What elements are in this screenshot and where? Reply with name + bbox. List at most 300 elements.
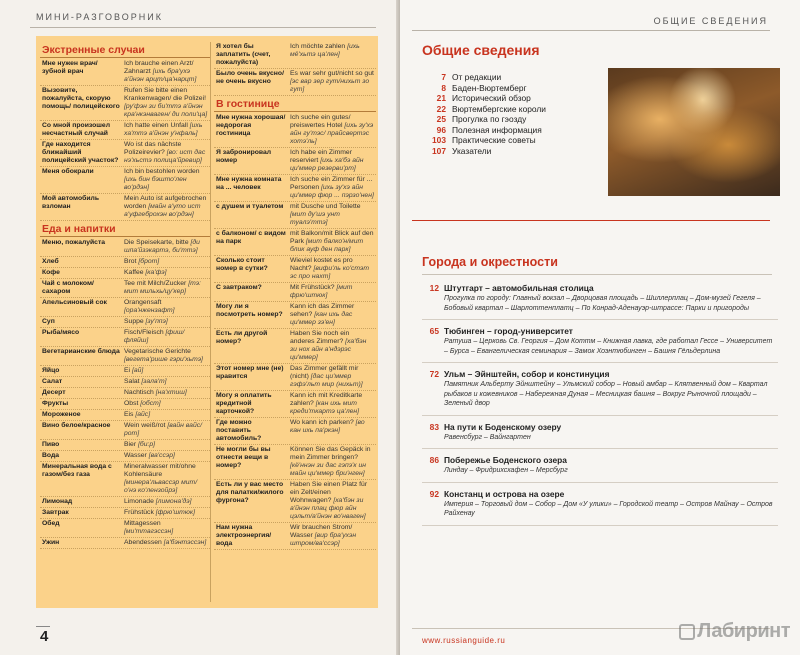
- phrase-russian: Этот номер мне (не) нравится: [216, 365, 284, 380]
- city-entry[interactable]: [422, 452, 778, 483]
- phrase-transcription: [ха'бэн зи нох айн а'ндэрэс ци'ммер]: [290, 338, 367, 361]
- phrase-row: [40, 497, 210, 508]
- phrase-german: [122, 140, 210, 166]
- phrase-german-text: Salat: [124, 378, 140, 385]
- phrase-german-text: Die Speisekarte, bitte: [124, 239, 189, 246]
- phrase-russian: Было очень вкусно/не очень вкусно: [216, 70, 284, 85]
- phrase-german: [122, 399, 210, 409]
- phrase-russian: Хлеб: [42, 258, 59, 265]
- city-places: Империя – Торговый дом – Собор – Дом «У улики» – Городской театр – Остров Майнау – Остров Райхенау: [444, 500, 773, 517]
- toc-list: [422, 72, 607, 156]
- phrase-russian: Пиво: [42, 441, 60, 448]
- phrase-transcription: [а'бэнтэссэн]: [163, 539, 207, 546]
- city-places: Ратуша – Церковь Св. Георгия – Дом Коттм – Книжная лавка, где работал Гессе – Университет – Бурса – Евангелическая семинария – Замок Хоэнтюбинген – Башня Гёльдерлина: [444, 338, 773, 355]
- phrase-german: [288, 480, 376, 522]
- phrase-german: [288, 283, 376, 301]
- phrase-german: [122, 279, 210, 297]
- cities-rule: [422, 274, 772, 275]
- city-entry[interactable]: [422, 366, 778, 416]
- phrase-transcription: [зала'т]: [141, 378, 167, 385]
- phrase-russian: Яйцо: [42, 367, 60, 374]
- phrase-transcription: [ди шпа'йзэкартэ, би'ттэ]: [124, 239, 200, 254]
- city-body: [444, 326, 778, 356]
- phrase-transcription: [би:р]: [137, 441, 156, 448]
- running-head-left: МИНИ-РАЗГОВОРНИК: [36, 12, 163, 22]
- phrase-row: [214, 148, 376, 175]
- cities-list: [422, 280, 778, 529]
- phrase-row: [40, 59, 210, 86]
- phrase-transcription: [на'хтиш]: [155, 389, 187, 396]
- phrase-row: [214, 418, 376, 445]
- city-body: [444, 283, 778, 313]
- phrase-row: [40, 268, 210, 279]
- phrase-russian: Чай с молоком/ сахаром: [42, 280, 94, 295]
- phrase-german: [288, 113, 376, 147]
- phrase-german: [122, 167, 210, 193]
- phrase-german-text: Wir brauchen Strom/ Wasser: [290, 524, 353, 539]
- phrase-transcription: [брот]: [138, 258, 160, 265]
- phrase-german-text: Obst: [124, 400, 139, 407]
- phrase-german: [122, 508, 210, 518]
- phrase-transcription: [зу'ппэ]: [145, 318, 168, 325]
- phrase-german-text: Wo ist das nächste Polizeirevier?: [124, 141, 182, 156]
- phrase-german: [122, 268, 210, 278]
- phrase-russian: Где можно поставить автомобиль?: [216, 419, 262, 442]
- phrase-german-text: Haben Sie einen Platz für ein Zelt/einen Wohnwagen?: [290, 481, 368, 504]
- phrase-transcription: [ай]: [131, 367, 144, 374]
- phrase-transcription: [фрю'штюк]: [155, 509, 196, 516]
- phrase-german-text: Wo kann ich parken?: [290, 419, 354, 426]
- footer-rule: [36, 626, 50, 627]
- phrase-row: [214, 69, 376, 96]
- phrase-german-text: Frühstück: [124, 509, 154, 516]
- phrase-row: [40, 421, 210, 440]
- phrase-row: [40, 410, 210, 421]
- city-title: Констанц и острова на озере: [444, 488, 565, 499]
- phrase-row: [40, 388, 210, 399]
- phrase-german-text: Wein weiß/rot: [124, 422, 166, 429]
- toc-label: Указатели: [452, 145, 492, 156]
- watermark-text: Лабиринт: [697, 620, 790, 642]
- phrase-row: [40, 462, 210, 497]
- phrase-russian: Обед: [42, 520, 60, 527]
- phrasebook-column-b: [214, 42, 376, 550]
- phrase-german-text: Limonade: [124, 498, 154, 505]
- right-page: [400, 0, 800, 655]
- phrase-german: [122, 377, 210, 387]
- phrase-german-text: Nachtisch: [124, 389, 154, 396]
- phrase-row: [40, 328, 210, 347]
- phrase-row: [40, 538, 210, 549]
- toc-page-number: 107: [432, 145, 446, 156]
- phrase-russian: Меня обокрали: [42, 168, 94, 175]
- phrasebook-box: [36, 36, 378, 608]
- toc-item[interactable]: [422, 135, 607, 146]
- phrase-german: [288, 391, 376, 417]
- phrase-german-text: Wieviel kostet es pro Nacht?: [290, 257, 353, 272]
- website-link[interactable]: www.russianguide.ru: [422, 636, 506, 645]
- phrase-row: [214, 283, 376, 302]
- phrase-german: [122, 238, 210, 256]
- column-divider: [210, 42, 211, 602]
- phrase-german-text: Ich möchte zahlen: [290, 43, 346, 50]
- phrase-transcription: [вегета'рише гэри'хьтэ]: [124, 356, 203, 363]
- phrase-row: [214, 302, 376, 329]
- phrase-german: [288, 148, 376, 174]
- phrase-german-text: Fisch/Fleisch: [124, 329, 164, 336]
- header-rule: [412, 30, 770, 31]
- phrase-russian: Завтрак: [42, 509, 69, 516]
- phrase-german: [288, 229, 376, 255]
- phrase-transcription: [майн а'уто ист а'уфгеброхэн во'рдэн]: [124, 203, 201, 218]
- phrase-row: [214, 113, 376, 148]
- phrase-russian: Мне нужна комната на ... человек: [216, 176, 282, 191]
- city-title: Штутгарт – автомобильная столица: [444, 283, 594, 293]
- phrase-german: [288, 202, 376, 228]
- phrase-russian: Не могли бы вы отнести вещи в номер?: [216, 446, 271, 469]
- phrase-russian: Мне нужна хорошая/ недорогая гостиница: [216, 114, 286, 137]
- phrase-german-text: Suppe: [124, 318, 144, 325]
- phrase-transcription: [кан ихь мит креди'ткартэ ца'лен]: [290, 400, 360, 415]
- phrase-row: [40, 194, 210, 221]
- phrase-transcription: [ка'фэ]: [145, 269, 167, 276]
- phrase-german: [122, 257, 210, 267]
- phrase-row: [214, 175, 376, 202]
- phrase-russian: Я хотел бы заплатить (счет, пожалуйста): [216, 43, 271, 66]
- phrase-german: [122, 347, 210, 365]
- phrase-german: [122, 121, 210, 139]
- city-page-number: 92: [429, 488, 439, 499]
- toc-item[interactable]: [422, 146, 607, 157]
- toc-item[interactable]: [422, 72, 607, 83]
- city-title: Тюбинген – город-университет: [444, 326, 573, 336]
- phrase-german: [122, 328, 210, 346]
- phrase-russian: Меню, пожалуйста: [42, 239, 106, 246]
- toc-label: Практические советы: [452, 135, 536, 145]
- watermark: [679, 620, 790, 643]
- phrase-german: [288, 302, 376, 328]
- phrase-russian: Со мной произошел несчастный случай: [42, 122, 111, 137]
- phrase-russian: Нам нужна электроэнергия/ вода: [216, 524, 272, 547]
- city-page-number: 83: [429, 421, 439, 432]
- phrase-german: [122, 462, 210, 496]
- phrase-row: [214, 42, 376, 69]
- phrase-transcription: [ихь ха'бэ айн ци'ммер резерви'рт]: [290, 157, 364, 172]
- phrase-german-text: Ich hatte einen Unfall: [124, 122, 188, 129]
- phrase-german-text: Orangensaft: [124, 299, 162, 306]
- phrase-german: [288, 42, 376, 68]
- city-entry[interactable]: [422, 419, 778, 450]
- phrase-russian: с балконом/ с видом на парк: [216, 230, 286, 245]
- phrase-row: [40, 298, 210, 317]
- phrase-german-text: Mein Auto ist aufgebrochen worden: [124, 195, 207, 210]
- phrase-german-text: mit Dusche und Toilette: [290, 203, 361, 210]
- phrase-transcription: [ихь ха'ттэ а'йнэн у'нфаль]: [124, 122, 203, 137]
- section-title: Еда и напитки: [40, 221, 210, 237]
- phrase-german: [122, 497, 210, 507]
- phrase-transcription: [кан ихь дас ци'ммер зэ'ен]: [290, 311, 353, 326]
- cities-title: Города и окрестности: [422, 255, 558, 269]
- phrase-transcription: [мит балко'н/мит блик ауф ден парк]: [290, 238, 364, 253]
- phrase-transcription: [вайн вайс/рот]: [124, 422, 203, 437]
- phrase-row: [40, 279, 210, 298]
- phrase-row: [214, 202, 376, 229]
- city-places: Прогулка по городу: Главный вокзал – Дворцовая площадь – Шиллерплац – Дом-музей Гегеля – Бобовый квартал – Шарлоттенплатц – По Конрад-Аденауэр-штрассе: Парки и пригороды: [444, 295, 761, 312]
- phrase-row: [214, 391, 376, 418]
- phrase-transcription: [лимона'дэ]: [155, 498, 192, 505]
- toc-page-number: 7: [441, 72, 446, 82]
- phrase-row: [40, 167, 210, 194]
- phrase-transcription: [кё'ннэн зи дас гэпэ'к ин майн ци'ммер бри'нген]: [290, 462, 366, 477]
- phrase-russian: Сколько стоит номер в сутки?: [216, 257, 268, 272]
- phrase-german: [288, 523, 376, 549]
- toc-label: Вюртембергские короли: [452, 103, 546, 114]
- phrase-transcription: [минера'львассэр мит/о'нэ ко'лензойрэ]: [124, 479, 198, 494]
- phrase-row: [40, 140, 210, 167]
- phrase-row: [214, 523, 376, 550]
- phrase-german: [122, 451, 210, 461]
- phrase-german: [122, 317, 210, 327]
- phrase-russian: Минеральная вода с газом/без газа: [42, 463, 112, 478]
- phrase-german: [288, 175, 376, 201]
- section-title: Экстренные случаи: [40, 42, 210, 58]
- phrase-transcription: [обст]: [140, 400, 161, 407]
- phrase-transcription: [ихь бра'ухэ а'йнэн арцт/ца'нарцт]: [124, 68, 197, 83]
- phrase-russian: Мороженое: [42, 411, 81, 418]
- city-places: Памятник Альберту Эйнштейну – Ульмский собор – Новый амбар – Клятвенный дом – Квартал рыбаков и кожевников – Набережная Дуная – Месницкая башня – Вокруг Рыночной площади – Зеленый двор: [444, 381, 768, 407]
- phrase-german-text: Ich suche ein gutes/ preiswertes Hotel: [290, 114, 351, 129]
- phrase-german-text: Rufen Sie bitte einen Krankenwagen/ die Polizei!: [124, 87, 206, 102]
- city-body: [444, 455, 778, 476]
- toc-page-number: 25: [436, 114, 446, 124]
- phrase-row: [40, 440, 210, 451]
- phrase-german-text: Kann ich mit Kreditkarte zahlen?: [290, 392, 363, 407]
- phrase-german: [288, 445, 376, 479]
- toc-item[interactable]: [422, 125, 607, 136]
- phrase-german-text: Brot: [124, 258, 137, 265]
- phrase-russian: Вызовите, пожалуйста, скорую помощь/ полицейского: [42, 87, 120, 110]
- running-head-right: ОБЩИЕ СВЕДЕНИЯ: [653, 16, 768, 26]
- city-places: Линдау – Фридрихсхафен – Мерсбург: [444, 467, 568, 474]
- toc-item[interactable]: [422, 104, 607, 115]
- city-title: На пути к Боденскому озеру: [444, 421, 562, 432]
- phrase-russian: Фрукты: [42, 400, 69, 407]
- phrase-german-text: Tee mit Milch/Zucker: [124, 280, 187, 287]
- toc-item[interactable]: [422, 114, 607, 125]
- phrase-russian: Вода: [42, 452, 60, 459]
- phrase-row: [40, 86, 210, 121]
- toc-label: Исторический обзор: [452, 93, 531, 103]
- phrase-german-text: Ich brauche einen Arzt/ Zahnarzt: [124, 60, 194, 75]
- city-body: [444, 422, 778, 443]
- phrase-german-text: Ich bin bestohlen worden: [124, 168, 200, 175]
- toc-label: Баден-Вюртемберг: [452, 82, 527, 93]
- phrase-russian: Где находится ближайший полицейский участок?: [42, 141, 119, 164]
- toc-title: Общие сведения: [422, 42, 540, 58]
- phrase-transcription: [вир бра'ухэн штром/ва'ссэр]: [290, 532, 357, 547]
- phrase-german-text: Ich habe ein Zimmer reserviert: [290, 149, 352, 164]
- phrase-row: [214, 364, 376, 391]
- phrase-russian: Апельсиновый сок: [42, 299, 107, 306]
- phrase-german-text: Ei: [124, 367, 131, 374]
- phrase-german: [122, 86, 210, 120]
- city-page-number: 86: [429, 455, 439, 465]
- phrase-transcription: [фиш/фляйш]: [124, 329, 185, 344]
- city-page-number: 65: [429, 326, 439, 336]
- phrase-russian: Рыба/мясо: [42, 329, 80, 336]
- phrase-russian: Могу ли я посмотреть номер?: [216, 303, 283, 318]
- phrase-row: [40, 238, 210, 257]
- phrase-german: [288, 69, 376, 95]
- phrase-row: [40, 519, 210, 538]
- phrase-russian: Лимонад: [42, 498, 73, 505]
- phrase-german: [122, 194, 210, 220]
- phrase-german-text: Mit Frühstück?: [290, 284, 335, 291]
- phrase-russian: Я забронировал номер: [216, 149, 272, 164]
- phrase-german-text: Bier: [124, 441, 137, 448]
- phrase-german: [122, 388, 210, 398]
- phrase-german-text: Haben Sie noch ein anderes Zimmer?: [290, 330, 350, 345]
- labirint-logo-icon: [679, 624, 695, 640]
- phrase-german-text: Vegetarische Gerichte: [124, 348, 191, 355]
- phrase-german: [122, 440, 210, 450]
- phrase-german: [122, 410, 210, 420]
- toc-item[interactable]: [422, 83, 607, 94]
- toc-label: Прогулка по гэозду: [452, 114, 527, 124]
- phrase-transcription: [вифи'ль ко'стэт эс про нахт]: [290, 265, 369, 280]
- city-entry[interactable]: [422, 280, 778, 320]
- toc-page-number: 103: [432, 135, 446, 145]
- city-entry[interactable]: [422, 486, 778, 526]
- phrase-transcription: [мит ду'шэ унт туалэ'ттэ]: [290, 211, 340, 226]
- phrase-row: [40, 366, 210, 377]
- phrase-german-text: Kann ich das Zimmer sehen?: [290, 303, 355, 318]
- phrase-german: [122, 59, 210, 85]
- city-page-number: 72: [429, 369, 439, 379]
- phrase-transcription: [ха'бэн зи а'йнэн плац фюр айн цэльт/а'йнэн во'нваген]: [290, 497, 366, 520]
- section-title: В гостинице: [214, 96, 376, 112]
- phrase-row: [214, 480, 376, 523]
- phrase-row: [40, 317, 210, 328]
- phrase-row: [214, 256, 376, 283]
- phrase-german-text: Ich suche ein Zimmer für ... Personen: [290, 176, 373, 191]
- phrase-german: [288, 329, 376, 363]
- page-number: 4: [40, 628, 49, 645]
- phrase-row: [40, 377, 210, 388]
- phrase-transcription: [ихь зу'хэ айн гу'тэс/ прайсвертэс хотэ'ль]: [290, 122, 374, 145]
- phrase-german: [288, 364, 376, 390]
- phrase-german-text: Abendessen: [124, 539, 162, 546]
- beer-hall-photo: [608, 68, 780, 196]
- phrase-transcription: [ихь бин бэшто'лен во'рдэн]: [124, 176, 187, 191]
- phrase-row: [40, 257, 210, 268]
- phrase-row: [214, 445, 376, 480]
- phrase-german: [122, 298, 210, 316]
- phrase-transcription: [ора'нжензафт]: [124, 307, 175, 314]
- toc-page-number: 8: [441, 82, 446, 93]
- phrase-transcription: [во кан ихь па'ркэн]: [290, 419, 365, 434]
- phrase-transcription: [ихь зу'хэ айн ци'ммер фюр ... пэрзо'нен]: [290, 184, 374, 199]
- phrase-transcription: [ва'ссэр]: [148, 452, 175, 459]
- phrase-russian: Кофе: [42, 269, 60, 276]
- phrase-german-text: Mittagessen: [124, 520, 161, 527]
- phrase-german-text: mit Balkon/mit Blick auf den Park: [290, 230, 374, 245]
- phrase-transcription: [во: ист дас нэ'хьстэ полица'йревир]: [124, 149, 206, 164]
- phrase-german: [122, 519, 210, 537]
- phrase-russian: Салат: [42, 378, 63, 385]
- phrasebook-column-a: [40, 42, 210, 549]
- phrase-german: [288, 418, 376, 444]
- phrase-transcription: [айс]: [135, 411, 151, 418]
- phrase-german-text: Mineralwasser mit/ohne Kohlensäure: [124, 463, 196, 478]
- phrase-russian: Вино белое/красное: [42, 422, 111, 429]
- phrase-row: [214, 329, 376, 364]
- city-page-number: 12: [429, 283, 439, 293]
- phrase-german-text: Es war sehr gut/nicht so gut: [290, 70, 374, 77]
- phrase-german-text: Eis: [124, 411, 134, 418]
- phrase-german: [122, 366, 210, 376]
- phrase-russian: Вегетарианские блюда: [42, 348, 120, 355]
- phrase-row: [214, 229, 376, 256]
- phrase-row: [40, 399, 210, 410]
- phrase-russian: Суп: [42, 318, 55, 325]
- toc-label: Полезная информация: [452, 124, 542, 135]
- phrase-russian: Есть ли другой номер?: [216, 330, 268, 345]
- phrase-russian: Есть ли у вас место для палатки/жилого фургона?: [216, 481, 284, 504]
- city-title: Ульм – Эйнштейн, собор и констинуция: [444, 369, 610, 379]
- phrase-transcription: [дас ци'ммер гэфэ'льт мир (нихьт)]: [290, 373, 363, 388]
- section-rule: [412, 220, 770, 221]
- toc-item[interactable]: [422, 93, 607, 104]
- phrase-transcription: [эс вар зер гут/нихьт зо гут]: [290, 78, 370, 93]
- phrase-transcription: [ми'ттагэссэн]: [124, 528, 174, 535]
- phrase-russian: Мой автомобиль взломан: [42, 195, 100, 210]
- phrase-russian: Мне нужен врач/ зубной врач: [42, 60, 98, 75]
- phrase-transcription: [ру'фэн зи би'ттэ а'йнэн кра'нкэнваген/ ди поли'ца]: [124, 103, 208, 118]
- city-body: [444, 369, 778, 409]
- phrase-transcription: [ихь мё'хьтэ ца'лен]: [290, 43, 360, 58]
- phrase-transcription: [тэ: мит мильхь/цу'кер]: [124, 280, 201, 295]
- phrase-german: [288, 256, 376, 282]
- phrase-german-text: Können Sie das Gepäck in mein Zimmer bringen?: [290, 446, 371, 461]
- phrase-german: [122, 421, 210, 439]
- city-body: [444, 489, 778, 519]
- toc-page-number: 21: [436, 93, 446, 103]
- phrase-german-text: Kaffee: [124, 269, 144, 276]
- toc-label: От редакции: [452, 72, 502, 82]
- toc-page-number: 96: [436, 124, 446, 135]
- toc-page-number: 22: [436, 103, 446, 114]
- phrase-russian: с душем и туалетом: [216, 203, 284, 210]
- phrase-row: [40, 508, 210, 519]
- city-title: Побережье Боденского озера: [444, 455, 567, 465]
- header-rule: [30, 27, 376, 28]
- phrase-transcription: [мит фрю'штюк]: [290, 284, 353, 299]
- phrase-row: [40, 347, 210, 366]
- city-places: Равенсбург – Вайнгартен: [444, 433, 531, 441]
- phrase-row: [40, 121, 210, 140]
- phrase-german-text: Wasser: [124, 452, 147, 459]
- phrase-german-text: Das Zimmer gefällt mir (nicht): [290, 365, 359, 380]
- phrase-russian: Могу я оплатить кредитной карточкой?: [216, 392, 272, 415]
- city-entry[interactable]: [422, 323, 778, 363]
- phrase-russian: Десерт: [42, 389, 66, 396]
- phrase-german: [122, 538, 210, 548]
- phrase-russian: С завтраком?: [216, 284, 262, 291]
- left-page: [0, 0, 398, 655]
- phrase-russian: Ужин: [42, 539, 60, 546]
- phrase-row: [40, 451, 210, 462]
